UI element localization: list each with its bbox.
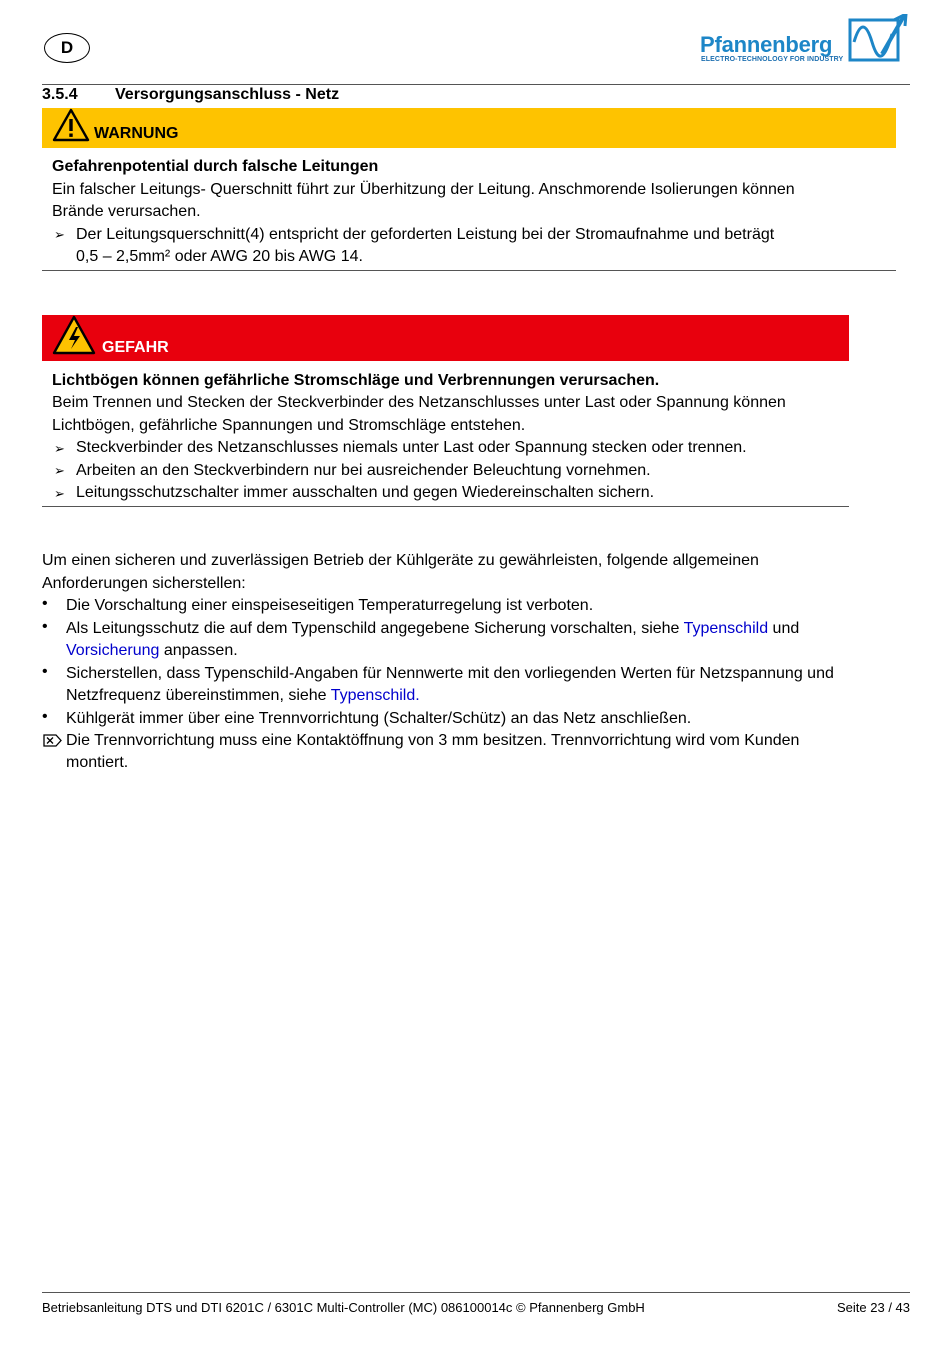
- bullet-item: [66, 618, 799, 641]
- bullet-icon: •: [42, 618, 48, 635]
- bullet-item-continued: [66, 685, 420, 708]
- danger-item: Arbeiten an den Steckverbindern nur bei ausreichender Beleuchtung vornehmen.: [76, 462, 651, 479]
- logo-mark-icon: [848, 14, 910, 64]
- danger-banner: [42, 315, 849, 361]
- danger-label: GEFAHR: [102, 339, 169, 356]
- high-voltage-icon: [52, 315, 96, 355]
- danger-item: Steckverbinder des Netzanschlusses niemals unter Last oder Spannung stecken oder trennen.: [76, 439, 747, 456]
- language-badge: [44, 33, 90, 63]
- warning-text-line2: Brände verursachen.: [52, 203, 201, 220]
- typenschild-link[interactable]: Typenschild: [683, 620, 769, 637]
- bullet-text: Als Leitungsschutz die auf dem Typenschild angegebene Sicherung vorschalten, siehe: [66, 620, 684, 637]
- intro-line1: Um einen sicheren und zuverlässigen Betrieb der Kühlgeräte zu gewährleisten, folgende allgemeinen: [42, 552, 759, 569]
- bullet-item: Sicherstellen, dass Typenschild-Angaben für Nennwerte mit den vorliegenden Werten für Netzspannung und: [66, 665, 834, 682]
- note-pointer-icon: [43, 734, 62, 747]
- danger-headline: Lichtbögen können gefährliche Stromschläge und Verbrennungen verursachen.: [52, 372, 660, 389]
- warning-bottom-rule: [42, 270, 896, 271]
- bullet-text: und: [768, 620, 800, 637]
- warning-headline: Gefahrenpotential durch falsche Leitungen: [52, 158, 379, 175]
- note-line1: Die Trennvorrichtung muss eine Kontaktöffnung von 3 mm besitzen. Trennvorrichtung wird vom Kunden: [66, 732, 800, 749]
- logo-tagline: ELECTRO-TECHNOLOGY FOR INDUSTRY: [701, 56, 844, 63]
- footer-page-number: Seite 23 / 43: [837, 1300, 910, 1315]
- bullet-text: anpassen.: [159, 642, 238, 659]
- vorsicherung-link[interactable]: Vorsicherung: [66, 642, 160, 659]
- warning-item-line2: 0,5 – 2,5mm² oder AWG 20 bis AWG 14.: [76, 248, 363, 265]
- bullet-item: Die Vorschaltung einer einspeiseseitigen Temperaturregelung ist verboten.: [66, 597, 594, 614]
- intro-line2: Anforderungen sicherstellen:: [42, 575, 246, 592]
- warning-item-line1: Der Leitungsquerschnitt(4) entspricht der geforderten Leistung bei der Stromaufnahme und beträgt: [76, 226, 775, 243]
- logo-brand: Pfannenberg: [700, 32, 833, 57]
- arrow-bullet-icon: ➢: [54, 227, 65, 242]
- footer-document-title: Betriebsanleitung DTS und DTI 6201C / 6301C Multi-Controller (MC) 086100014c © Pfannenberg GmbH: [42, 1300, 645, 1315]
- warning-label: WARNUNG: [94, 125, 179, 142]
- warning-banner: [42, 108, 896, 148]
- warning-triangle-icon: [52, 108, 90, 142]
- arrow-bullet-icon: ➢: [54, 486, 65, 501]
- bullet-icon: •: [42, 663, 48, 680]
- bullet-text: Netzfrequenz übereinstimmen, siehe: [66, 687, 331, 704]
- arrow-bullet-icon: ➢: [54, 463, 65, 478]
- arrow-bullet-icon: ➢: [54, 441, 65, 456]
- section-title: Versorgungsanschluss - Netz: [115, 86, 340, 103]
- danger-text-line2: Lichtbögen, gefährliche Spannungen und Stromschläge entstehen.: [52, 417, 526, 434]
- footer-rule: [42, 1292, 910, 1293]
- bullet-icon: •: [42, 595, 48, 612]
- company-logo: [700, 14, 912, 66]
- typenschild-link[interactable]: Typenschild.: [330, 687, 420, 704]
- bullet-icon: •: [42, 708, 48, 725]
- language-badge-label: D: [60, 38, 74, 57]
- danger-bottom-rule: [42, 506, 849, 507]
- danger-text-line1: Beim Trennen und Stecken der Steckverbinder des Netzanschlusses unter Last oder Spannung können: [52, 394, 786, 411]
- header-rule: [42, 84, 910, 85]
- danger-item: Leitungsschutzschalter immer ausschalten und gegen Wiedereinschalten sichern.: [76, 484, 655, 501]
- bullet-item: Kühlgerät immer über eine Trennvorrichtung (Schalter/Schütz) an das Netz anschließen.: [66, 710, 692, 727]
- warning-text-line1: Ein falscher Leitungs- Querschnitt führt zur Überhitzung der Leitung. Anschmorende Isolierungen können: [52, 181, 795, 198]
- bullet-item-continued: [66, 640, 238, 663]
- note-line2: montiert.: [66, 754, 129, 771]
- section-heading: [42, 86, 339, 104]
- section-number: 3.5.4: [42, 86, 78, 103]
